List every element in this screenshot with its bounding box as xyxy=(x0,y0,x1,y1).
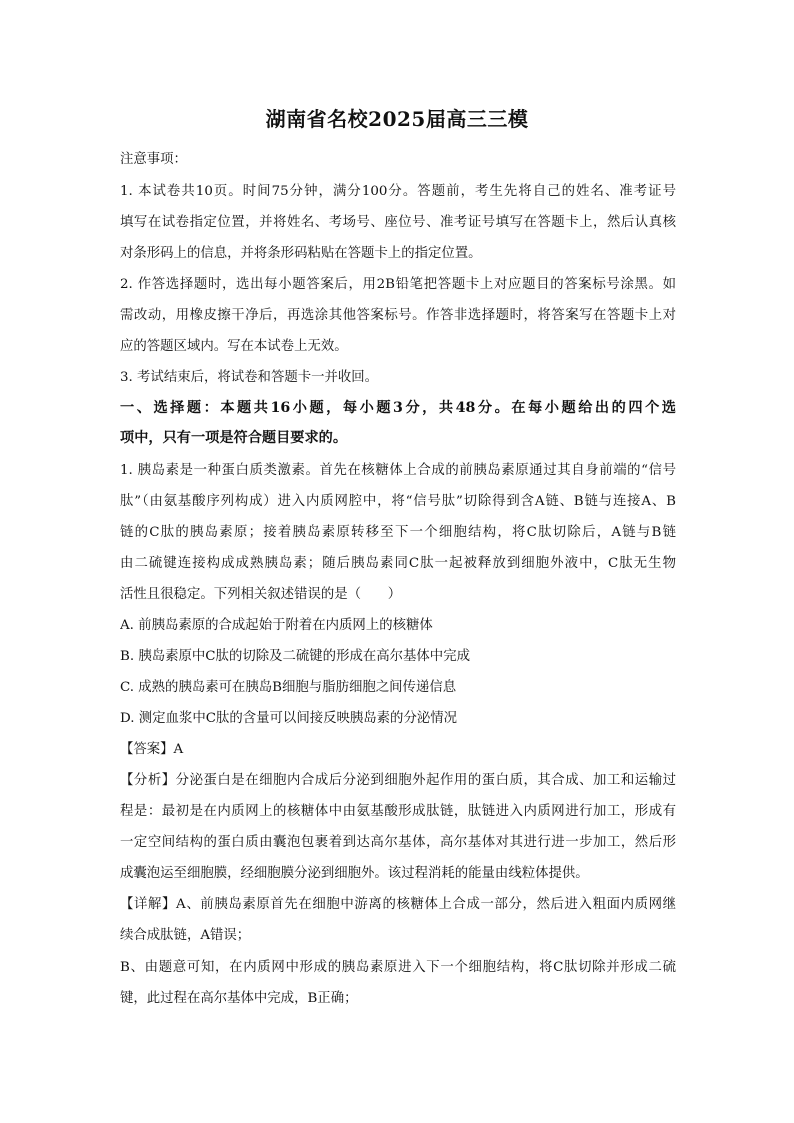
detail-line: 续合成肽链，A错误； xyxy=(120,928,251,943)
note-line: 需改动，用橡皮擦干净后，再选涂其他答案标号。作答非选择题时，将答案写在答题卡上对 xyxy=(120,308,676,323)
section-heading: 项中，只有一项是符合题目要求的。 xyxy=(120,430,348,446)
analysis-line: 程是：最初是在内质网上的核糖体中由氨基酸形成肽链，肽链进入内质网进行加工，形成有 xyxy=(120,804,676,819)
note-line: 1. 本试卷共10页。时间75分钟，满分100分。答题前，考生先将自己的姓名、准考证号 xyxy=(120,184,676,199)
option-b: B. 胰岛素原中C肽的切除及二硫键的形成在高尔基体中完成 xyxy=(120,649,470,664)
detail-line: 【详解】A、前胰岛素原首先在细胞中游离的核糖体上合成一部分，然后进入粗面内质网继 xyxy=(120,897,676,912)
analysis-line: 【分析】分泌蛋白是在细胞内合成后分泌到细胞外起作用的蛋白质，其合成、加工和运输过 xyxy=(120,773,676,788)
section-heading: 一、选择题：本题共16小题，每小题3分，共48分。在每小题给出的四个选 xyxy=(120,400,676,416)
analysis-line: 成囊泡运至细胞膜，经细胞膜分泌到细胞外。该过程消耗的能量由线粒体提供。 xyxy=(120,866,589,881)
note-line: 应的答题区域内。写在本试卷上无效。 xyxy=(120,339,348,354)
note-line: 3. 考试结束后，将试卷和答题卡一并收回。 xyxy=(120,370,379,385)
question-stem: 由二硫键连接构成成熟胰岛素；随后胰岛素同C肽一起被释放到细胞外液中，C肽无生物 xyxy=(120,556,676,571)
option-a: A. 前胰岛素原的合成起始于附着在内质网上的核糖体 xyxy=(120,618,433,633)
question-stem: 活性且很稳定。下列相关叙述错误的是（ ） xyxy=(120,587,402,602)
option-d: D. 测定血浆中C肽的含量可以间接反映胰岛素的分泌情况 xyxy=(120,711,457,726)
note-line: 填写在试卷指定位置，并将姓名、考场号、座位号、准考证号填写在答题卡上，然后认真核 xyxy=(120,215,676,230)
analysis-line: 一定空间结构的蛋白质由囊泡包裹着到达高尔基体，高尔基体对其进行进一步加工，然后形 xyxy=(120,835,676,850)
detail-line: 键，此过程在高尔基体中完成，B正确； xyxy=(120,991,358,1006)
answer-label: 【答案】A xyxy=(120,742,184,757)
detail-line: B、由题意可知，在内质网中形成的胰岛素原进入下一个细胞结构，将C肽切除并形成二硫 xyxy=(120,960,676,975)
note-line: 对条形码上的信息，并将条形码粘贴在答题卡上的指定位置。 xyxy=(120,246,482,261)
question-stem: 肽”（由氨基酸序列构成）进入内质网腔中，将“信号肽”切除得到含A链、B链与连接A、B xyxy=(120,494,676,509)
question-stem: 1. 胰岛素是一种蛋白质类激素。首先在核糖体上合成的前胰岛素原通过其自身前端的“信号 xyxy=(120,463,676,478)
option-c: C. 成熟的胰岛素可在胰岛B细胞与脂肪细胞之间传递信息 xyxy=(120,680,457,695)
question-stem: 链的C肽的胰岛素原；接着胰岛素原转移至下一个细胞结构，将C肽切除后，A链与B链 xyxy=(120,525,676,540)
note-line: 2. 作答选择题时，选出每小题答案后，用2B铅笔把答题卡上对应题目的答案标号涂黑。如 xyxy=(120,277,676,292)
notes-heading: 注意事项： xyxy=(120,152,187,167)
page-title: 湖南省名校2025届高三三模 xyxy=(265,107,529,131)
